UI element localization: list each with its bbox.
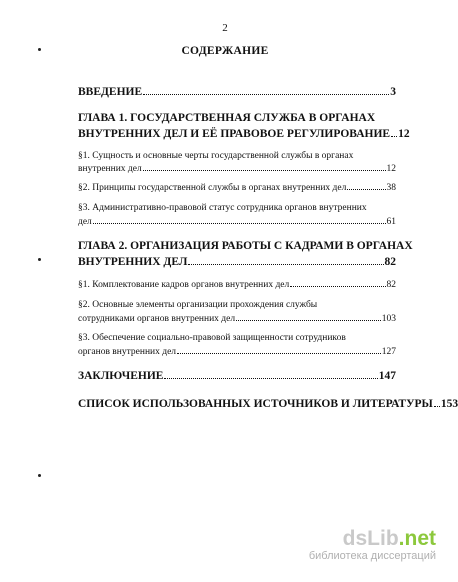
toc-leader-dots (188, 263, 383, 265)
toc-entry-title: §1. Комплектование кадров органов внутренних дел (78, 280, 290, 290)
toc-entry-title: органов внутренних дел (78, 347, 177, 357)
toc-leader-dots (164, 377, 377, 379)
scan-speck (38, 258, 41, 261)
toc-page-number: 82 (386, 280, 396, 290)
toc-section-2-2-line1[interactable]: §2. Основные элементы организации прохождения службы (78, 300, 318, 310)
scan-speck (38, 474, 41, 477)
watermark-subtitle: библиотека диссертаций (308, 550, 436, 562)
toc-leader-dots (347, 188, 385, 190)
toc-entry-title: внутренних дел (78, 164, 142, 174)
toc-chapter-2-line1[interactable]: ГЛАВА 2. ОРГАНИЗАЦИЯ РАБОТЫ С КАДРАМИ В ОРГАНАХ (78, 240, 413, 252)
toc-entry-chapter-2[interactable] (78, 256, 396, 268)
toc-page-number: 153 (440, 398, 458, 410)
toc-page-number: 127 (381, 347, 396, 357)
toc-leader-dots (177, 352, 381, 354)
toc-entry-title: ЗАКЛЮЧЕНИЕ (78, 370, 164, 382)
toc-section-1-3-line1[interactable]: §3. Административно-правовой статус сотрудника органов внутренних (78, 203, 367, 213)
toc-section-2-3-line1[interactable]: §3. Обеспечение социально-правовой защищенности сотрудников (78, 333, 346, 343)
toc-page-number: 147 (378, 370, 396, 382)
toc-leader-dots (391, 135, 397, 137)
toc-entry-conclusion[interactable] (78, 370, 396, 382)
watermark-logo: dsLib.net (342, 527, 436, 550)
toc-entry-title: §2. Принципы государственной службы в органах внутренних дел (78, 183, 347, 193)
toc-chapter-1-line1[interactable]: ГЛАВА 1. ГОСУДАРСТВЕННАЯ СЛУЖБА В ОРГАНАХ (78, 112, 376, 124)
toc-entry-title: ВНУТРЕННИХ ДЕЛ (78, 256, 188, 268)
toc-page-number: 38 (386, 183, 396, 193)
toc-entry-title: ВНУТРЕННИХ ДЕЛ И ЕЁ ПРАВОВОЕ РЕГУЛИРОВАНИЕ (78, 128, 391, 140)
toc-page-number: 12 (386, 164, 396, 174)
toc-entry-section-1-1[interactable] (78, 164, 396, 174)
toc-leader-dots (434, 405, 440, 407)
toc-page-number: 103 (381, 314, 396, 324)
toc-entry-title: СПИСОК ИСПОЛЬЗОВАННЫХ ИСТОЧНИКОВ И ЛИТЕРАТУРЫ (78, 398, 433, 410)
toc-leader-dots (143, 93, 389, 95)
toc-entry-section-2-2[interactable] (78, 314, 396, 324)
toc-entry-title: сотрудниками органов внутренних дел (78, 314, 236, 324)
toc-entry-title: ВВЕДЕНИЕ (78, 86, 143, 98)
toc-page-number: 12 (398, 128, 410, 140)
toc-entry-chapter-1[interactable] (78, 128, 410, 140)
toc-page-number: 3 (390, 86, 396, 98)
toc-section-1-1-line1[interactable]: §1. Сущность и основные черты государственной службы в органах (78, 151, 354, 161)
toc-entry-section-2-3[interactable] (78, 347, 396, 357)
toc-entry-section-1-2[interactable] (78, 183, 396, 193)
toc-entry-section-2-1[interactable] (78, 280, 396, 290)
toc-entry-section-1-3[interactable] (78, 217, 396, 227)
toc-page-number: 61 (386, 217, 396, 227)
toc-leader-dots (93, 222, 386, 224)
toc-leader-dots (290, 285, 385, 287)
toc-leader-dots (236, 319, 381, 321)
toc-entry-bibliography[interactable] (78, 398, 458, 410)
toc-entry-introduction[interactable] (78, 86, 396, 98)
page-number: 2 (222, 22, 228, 34)
page-title: СОДЕРЖАНИЕ (181, 45, 269, 57)
watermark (309, 528, 436, 562)
toc-page-number: 82 (384, 256, 396, 268)
toc-entry-title: дел (78, 217, 92, 227)
toc-leader-dots (143, 169, 386, 171)
